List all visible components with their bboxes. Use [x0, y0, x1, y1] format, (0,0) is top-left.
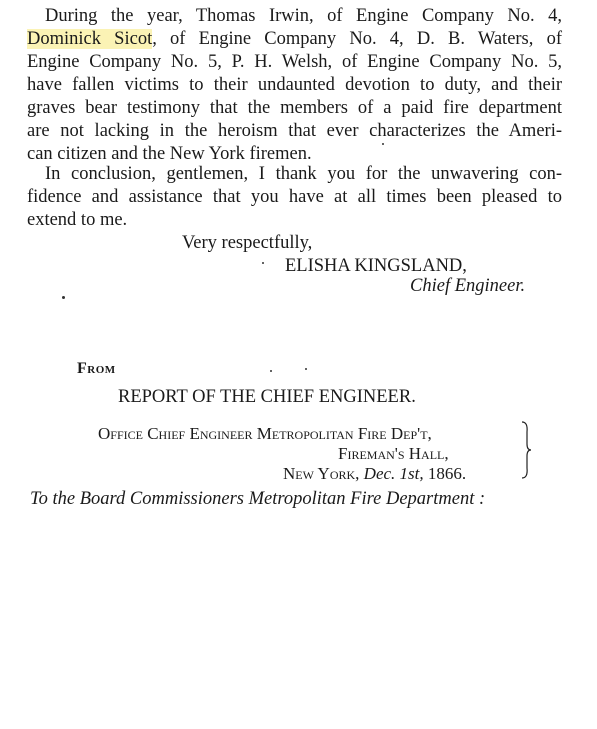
report-heading: REPORT OF THE CHIEF ENGINEER.: [118, 387, 416, 407]
from-label: From: [77, 360, 116, 377]
address-line1: Office Chief Engineer Metropolitan Fire Dep't,: [98, 424, 432, 443]
address-year: 1866.: [427, 464, 467, 483]
paragraph1-line5: graves bear testimony that the members of a paid fire department: [27, 98, 562, 118]
highlighted-name: Dominick Sicot: [27, 29, 153, 49]
paragraph1-line2: [27, 28, 562, 51]
paragraph2-line1: In conclusion, gentlemen, I thank you for the unwavering con-: [45, 164, 562, 184]
paragraph1-line3: Engine Company No. 5, P. H. Welsh, of Engine Company No. 5,: [27, 52, 562, 72]
address-line2: Fireman's Hall,: [338, 444, 449, 463]
paragraph2-line2: fidence and assistance that you have at all times been pleased to: [27, 187, 562, 207]
signature-title: Chief Engineer.: [410, 276, 526, 296]
signature-name: ELISHA KINGSLAND,: [285, 256, 467, 276]
scan-speck: [382, 143, 384, 145]
paragraph1-line7: can citizen and the New York firemen.: [27, 144, 312, 164]
board-salutation: To the Board Commissioners Metropolitan Fire Department :: [30, 489, 486, 509]
paragraph1-line6: are not lacking in the heroism that ever characterizes the Ameri-: [27, 121, 562, 141]
paragraph1-line1: During the year, Thomas Irwin, of Engine Company No. 4,: [45, 6, 562, 26]
address-date: Dec. 1st,: [363, 464, 424, 483]
scan-speck: [270, 370, 272, 372]
closing-salutation: Very respectfully,: [182, 233, 313, 253]
scan-speck: [305, 368, 307, 370]
address-line3: [283, 462, 466, 485]
paragraph1-line4: have fallen victims to their undaunted devotion to duty, and their: [27, 75, 562, 95]
paragraph1-line2-rest: , of Engine Company No. 4, D. B. Waters, of: [152, 29, 562, 49]
scan-speck: [62, 296, 65, 299]
paragraph2-line3: extend to me.: [27, 210, 128, 230]
brace-icon: [520, 420, 532, 480]
scan-speck: [262, 262, 264, 264]
address-place: New York,: [283, 464, 360, 483]
